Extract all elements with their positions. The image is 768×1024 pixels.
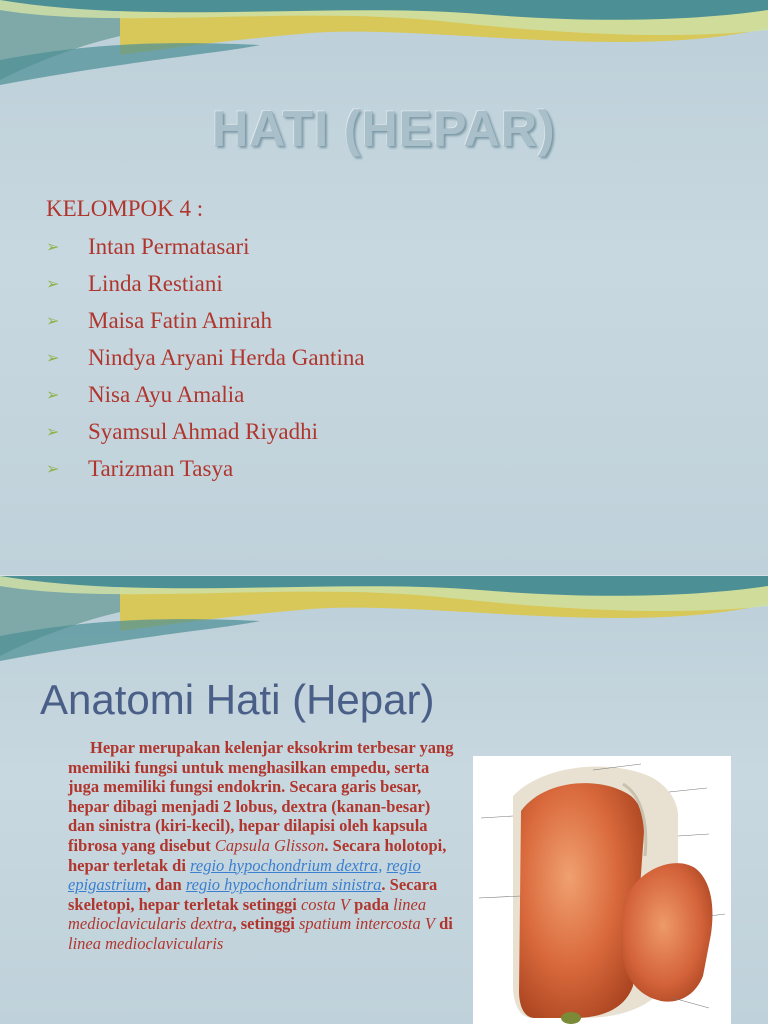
list-item: [46, 302, 365, 339]
list-item: [46, 450, 365, 487]
paragraph-text: . Secara holotopi, hepar terletak di: [68, 835, 447, 875]
group-label: KELOMPOK 4 :: [46, 196, 204, 221]
arrow-right-icon: ➢: [46, 386, 60, 404]
list-item: [46, 228, 365, 265]
wave-decoration: [0, 0, 768, 100]
member-name: Intan Permatasari: [88, 233, 250, 259]
list-item: [46, 339, 365, 376]
wave-decoration: [0, 576, 768, 676]
list-item: [46, 413, 365, 450]
term-costa-v: costa V: [300, 894, 351, 914]
member-name: Linda Restiani: [88, 270, 223, 296]
paragraph-text: , setinggi: [232, 914, 299, 934]
paragraph-text: pada: [350, 894, 394, 914]
slide-anatomy: [0, 576, 768, 1024]
paragraph-text: Hepar merupakan kelenjar eksokrim terbesar yang memiliki fungsi untuk menghasilkan empedu, serta juga memiliki fungsi endokrin. Secara garis besar, hepar dibagi menjadi 2 lobus, dextra (kanan-besar) dan sinistra (kiri-kecil), hepar dilapisi oleh kapsula fibrosa yang disebut: [68, 738, 454, 855]
anatomy-paragraph: [68, 738, 456, 954]
slide-heading: Anatomi Hati (Hepar): [40, 676, 435, 723]
paragraph-text: . Secara skeletopi, hepar terletak setinggi: [68, 875, 438, 914]
term-linea-medioclavicularis: linea medioclavicularis: [68, 933, 224, 953]
term-capsula-glisson: Capsula Glisson: [214, 835, 325, 855]
term-linea-medioclavicularis-dextra: linea medioclavicularis dextra: [68, 894, 427, 934]
slide-title-text: HATI (HEPAR): [212, 101, 556, 157]
member-name: Syamsul Ahmad Riyadhi: [88, 418, 318, 444]
arrow-right-icon: ➢: [46, 238, 60, 256]
arrow-right-icon: ➢: [46, 275, 60, 293]
paragraph-text: di: [434, 914, 453, 934]
member-list: [46, 228, 365, 487]
list-item: [46, 376, 365, 413]
member-name: Tarizman Tasya: [88, 455, 234, 481]
member-name: Nindya Aryani Herda Gantina: [88, 344, 365, 370]
member-name: Nisa Ayu Amalia: [88, 381, 245, 407]
list-item: [46, 265, 365, 302]
member-name: Maisa Fatin Amirah: [88, 307, 272, 333]
arrow-right-icon: ➢: [46, 460, 60, 478]
liver-drawing: [473, 756, 731, 1024]
link-regio-hypochondrium-dextra[interactable]: regio hypochondrium dextra,: [190, 855, 383, 875]
term-spatium-intercosta: spatium intercosta V: [298, 914, 435, 934]
liver-illustration: [473, 756, 731, 1024]
paragraph-text: , dan: [146, 875, 186, 895]
link-regio-hypochondrium-sinistra[interactable]: regio hypochondrium sinistra: [185, 875, 382, 895]
link-regio-epigastrium[interactable]: regio epigastrium: [68, 855, 421, 895]
arrow-right-icon: ➢: [46, 423, 60, 441]
arrow-right-icon: ➢: [46, 349, 60, 367]
arrow-right-icon: ➢: [46, 312, 60, 330]
